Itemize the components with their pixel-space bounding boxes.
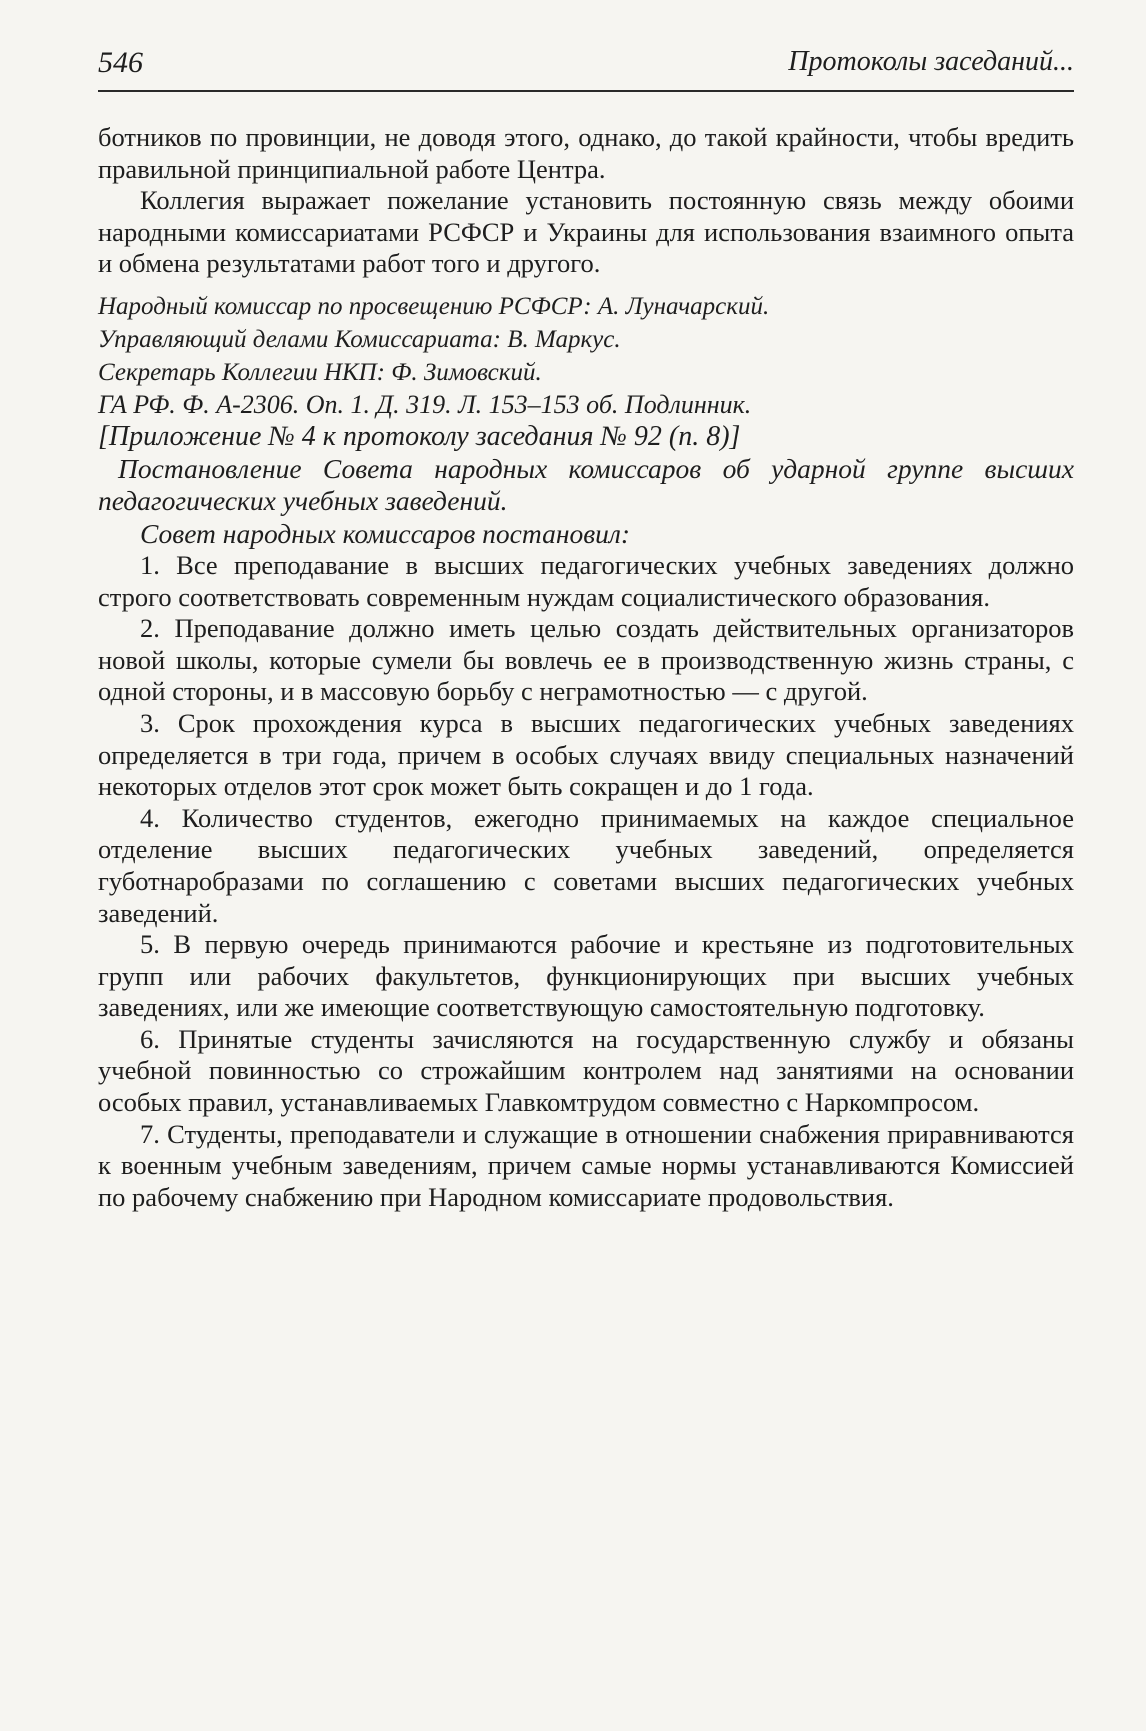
resolution-item-3: 3. Срок прохождения курса в высших педагогических учебных заведениях определяется в три года, причем в особых случаях ввиду специальных назначений некоторых отделов этот срок может быть сокращен и до 1 года. bbox=[98, 707, 1074, 802]
collegium-wish-paragraph: Коллегия выражает пожелание установить постоянную связь между обоими народными комиссариатами РСФСР и Украины для использования взаимного опыта и обмена результатами работ того и другого. bbox=[98, 185, 1074, 279]
running-title: Протоколы заседаний... bbox=[788, 46, 1074, 77]
resolution-items bbox=[98, 550, 1074, 1213]
resolution-item-1: 1. Все преподавание в высших педагогических учебных заведениях должно строго соответствовать современным нуждам социалистического образования. bbox=[98, 549, 1074, 612]
signature-markus: Управляющий делами Комиссариата: В. Маркус. bbox=[98, 325, 621, 353]
page-number: 546 bbox=[98, 46, 143, 79]
signature-zimovsky: Секретарь Коллегии НКП: Ф. Зимовский. bbox=[98, 358, 542, 386]
continuation-paragraph: ботников по провинции, не доводя этого, однако, до такой крайности, чтобы вредить правильной принципиальной работе Центра. bbox=[98, 122, 1074, 184]
page-header bbox=[98, 44, 1074, 92]
resolution-preamble: Совет народных комиссаров постановил: bbox=[140, 517, 631, 549]
resolution-item-5: 5. В первую очередь принимаются рабочие и крестьяне из подготовительных групп или рабочих факультетов, функционирующих при высших учебных заведениях, или же имеющие соответствующую самостоятельную подготовку. bbox=[98, 929, 1074, 1023]
signature-lunacharsky: Народный комиссар по просвещению РСФСР: А. Луначарский. bbox=[98, 292, 770, 320]
resolution-title: Постановление Совета народных комиссаров об ударной группе высших педагогических учебных заведений. bbox=[98, 452, 1074, 516]
archive-reference: ГА РФ. Ф. А-2306. Оп. 1. Д. 319. Л. 153–153 об. Подлинник. bbox=[98, 389, 752, 419]
resolution-item-4: 4. Количество студентов, ежегодно принимаемых на каждое специальное отделение высших педагогических учебных заведений, определяется губотнаробразами по соглашению с советами высших педагогических учебных заведений. bbox=[98, 802, 1074, 928]
signature-block bbox=[98, 290, 1074, 389]
page-body bbox=[98, 122, 1074, 1213]
resolution-item-7: 7. Студенты, преподаватели и служащие в отношении снабжения приравниваются к военным учебным заведениям, причем самые нормы устанавливаются Комиссией по рабочему снабжению при Народном комиссариате продовольствия. bbox=[98, 1118, 1074, 1212]
resolution-item-2: 2. Преподавание должно иметь целью создать действительных организаторов новой школы, которые сумели бы вовлечь ее в производственную жизнь страны, с одной стороны, и в массовую борьбу с неграмотностью — с другой. bbox=[98, 613, 1074, 707]
appendix-heading: [Приложение № 4 к протоколу заседания № 92 (п. 8)] bbox=[98, 420, 741, 452]
resolution-item-6: 6. Принятые студенты зачисляются на государственную службу и обязаны учебной повинностью со строжайшим контролем над занятиями на основании особых правил, устанавливаемых Главкомтрудом совместно с Наркомпросом. bbox=[98, 1023, 1074, 1118]
